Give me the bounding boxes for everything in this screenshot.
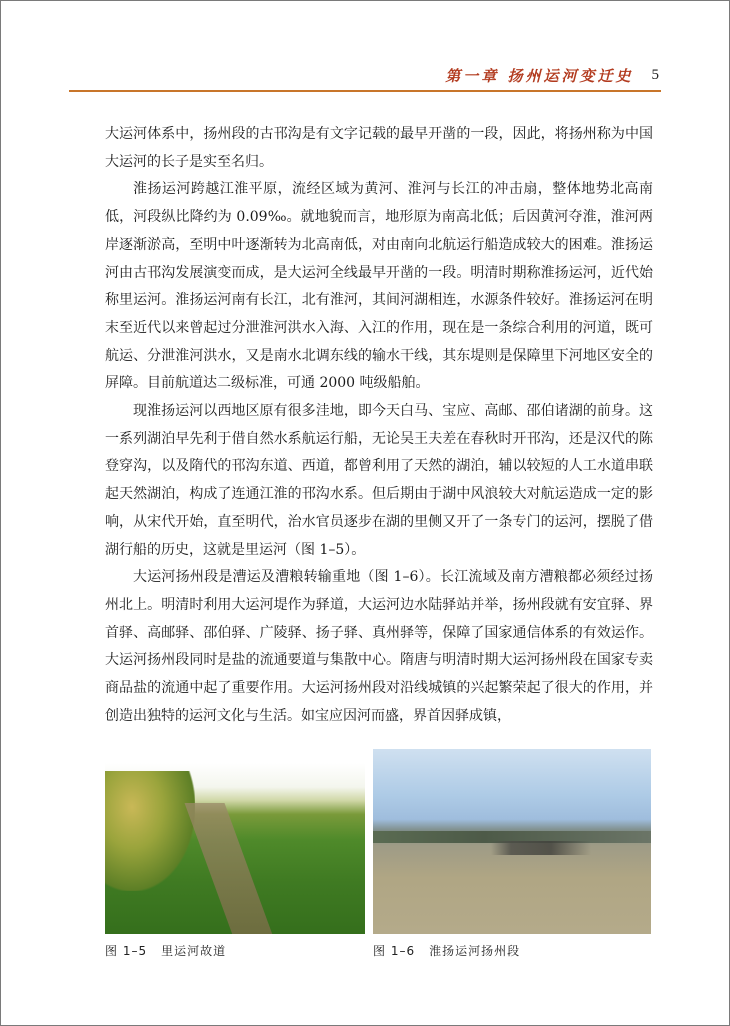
header-rule bbox=[69, 90, 661, 92]
figure-caption bbox=[105, 942, 365, 959]
figure-caption-text: 里运河故道 bbox=[161, 944, 227, 958]
photo-canal-yangzhou bbox=[373, 749, 651, 934]
figure-label: 图 1–5 bbox=[105, 944, 148, 958]
paragraph: 大运河体系中，扬州段的古邗沟是有文字记载的最早开凿的一段，因此，将扬州称为中国大运河的长子是实至名归。 bbox=[105, 126, 653, 170]
photo-dirt-path bbox=[185, 803, 276, 934]
paragraph: 现淮扬运河以西地区原有很多洼地，即今天白马、宝应、高邮、邵伯诸湖的前身。这一系列湖泊早先利于借自然水系航运行船，无论吴王夫差在春秋时开邗沟，还是汉代的陈登穿沟，以及隋代的邗沟东道、西道，都曾利用了天然的湖泊，辅以较短的人工水道串联起天然湖泊，构成了连通江淮的邗沟水系。但后期由于湖中风浪较大对航运造成一定的影响，从宋代开始，直至明代，治水官员逐步在湖的里侧又开了一条专门的运河，摆脱了借湖行船的历史，这就是里运河（图 1–5）。 bbox=[105, 403, 653, 558]
figure-label: 图 1–6 bbox=[373, 944, 416, 958]
running-header bbox=[445, 61, 659, 89]
paragraph: 大运河扬州段是漕运及漕粮转输重地（图 1–6）。长江流域及南方漕粮都必须经过扬州北上。明清时利用大运河堤作为驿道，大运河边水陆驿站并举，扬州段就有安宜驿、界首驿、高邮驿、邵伯驿、广陵驿、扬子驿、真州驿等，保障了国家通信体系的有效运作。大运河扬州段同时是盐的流通要道与集散中心。隋唐与明清时期大运河扬州段在国家专卖商品盐的流通中起了重要作用。大运河扬州段对沿线城镇的兴起繁荣起了很大的作用，并创造出独特的运河文化与生活。如宝应因河而盛，界首因驿成镇， bbox=[105, 569, 653, 724]
photo-old-canal-path bbox=[105, 763, 365, 934]
figure-caption bbox=[373, 942, 651, 959]
figure-1-6 bbox=[373, 749, 651, 959]
photo-trees bbox=[105, 771, 195, 891]
photo-barges bbox=[491, 841, 591, 855]
paragraph: 淮扬运河跨越江淮平原，流经区域为黄河、淮河与长江的冲击扇，整体地势北高南低，河段纵比降约为 0.09‰。就地貌而言，地形原为南高北低；后因黄河夺淮，淮河两岸逐渐淤高，至明中叶逐渐转为北高南低，对由南向北航运行船造成较大的困难。淮扬运河由古邗沟发展演变而成，是大运河全线最早开凿的一段。明清时期称淮扬运河，近代始称里运河。淮扬运河南有长江，北有淮河，其间河湖相连，水源条件较好。淮扬运河在明末至近代以来曾起过分泄淮河洪水入海、入江的作用，现在是一条综合利用的河道，既可航运、分泄淮河洪水，又是南水北调东线的输水干线，其东堤则是保障里下河地区安全的屏障。目前航道达二级标准，可通 2000 吨级船舶。 bbox=[105, 181, 653, 392]
figure-caption-text: 淮扬运河扬州段 bbox=[429, 944, 521, 958]
page-number: 5 bbox=[651, 66, 659, 83]
body-text bbox=[105, 121, 653, 730]
chapter-title: 第一章 扬州运河变迁史 bbox=[445, 66, 634, 85]
figure-1-5 bbox=[105, 749, 365, 959]
